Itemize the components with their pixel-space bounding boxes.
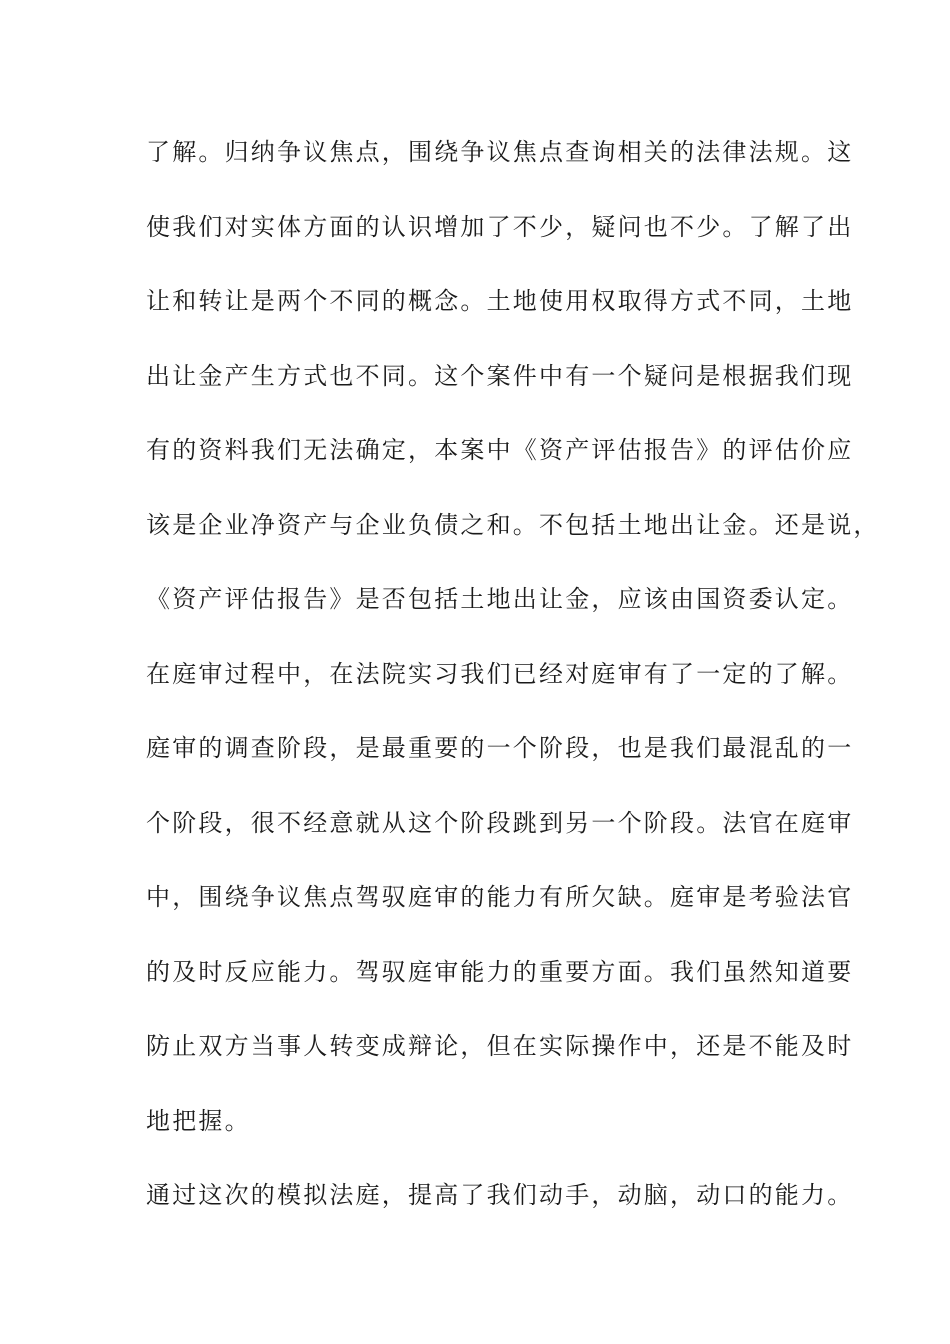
text-line-4: 出让金产生方式也不同。这个案件中有一个疑问是根据我们现: [146, 361, 854, 390]
text-line-3: 让和转让是两个不同的概念。土地使用权取得方式不同，土地: [146, 287, 854, 315]
text-line-7: 《资产评估报告》是否包括土地出让金，应该由国资委认定。: [146, 585, 854, 613]
body-text: [146, 132, 880, 1250]
text-line-10: 个阶段，很不经意就从这个阶段跳到另一个阶段。法官在庭审: [146, 808, 854, 837]
text-line-6: 该是企业净资产与企业负债之和。不包括土地出让金。还是说，: [146, 510, 880, 539]
text-line-5: 有的资料我们无法确定，本案中《资产评估报告》的评估价应: [146, 436, 854, 464]
text-line-2: 使我们对实体方面的认识增加了不少，疑问也不少。了解了出: [146, 212, 854, 241]
text-line-1: 了解。归纳争议焦点，围绕争议焦点查询相关的法律法规。这: [146, 138, 854, 166]
text-line-15: 通过这次的模拟法庭，提高了我们动手，动脑，动口的能力。: [146, 1181, 854, 1209]
text-line-13: 防止双方当事人转变成辩论，但在实际操作中，还是不能及时: [146, 1032, 854, 1060]
text-line-12: 的及时反应能力。驾驭庭审能力的重要方面。我们虽然知道要: [146, 957, 854, 986]
text-line-11: 中，围绕争议焦点驾驭庭审的能力有所欠缺。庭审是考验法官: [146, 883, 854, 911]
text-line-14: 地把握。: [146, 1106, 251, 1135]
text-line-9: 庭审的调查阶段，是最重要的一个阶段，也是我们最混乱的一: [146, 734, 854, 762]
text-line-8: 在庭审过程中，在法院实习我们已经对庭审有了一定的了解。: [146, 659, 854, 688]
